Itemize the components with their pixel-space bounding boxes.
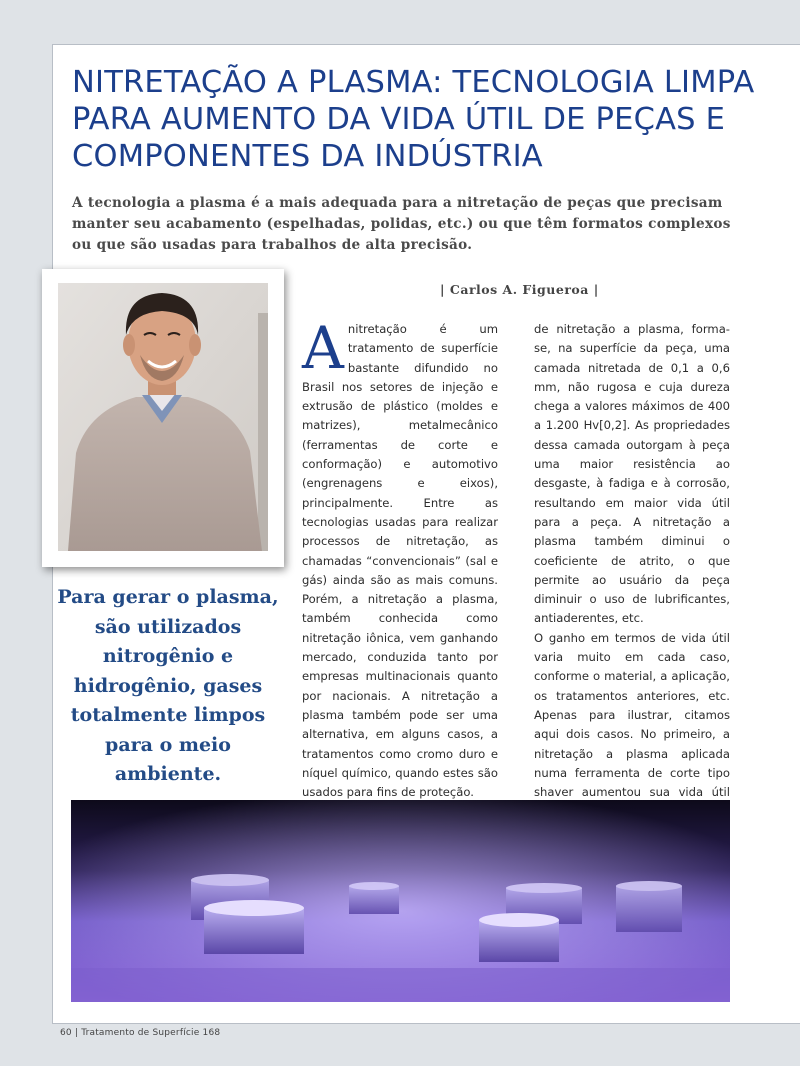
author-byline: | Carlos A. Figueroa |: [440, 282, 599, 297]
body-column-1: [302, 314, 498, 841]
body-paragraph: O ganho em termos de vida útil varia muito em cada caso, conforme o material, a aplicação, os tratamentos anteriores, etc. Apenas para ilustrar, citamos aqui dois casos. No primeiro, a nitretação a plasma aplicada numa ferramenta de corte tipo shaver aumentou sua vida útil: [534, 630, 730, 800]
pull-quote: Para gerar o plasma, são utilizados nitrogênio e hidrogênio, gases totalmente limpos para o meio ambiente.: [57, 586, 279, 785]
page-footer: 60 | Tratamento de Superfície 168: [60, 1028, 221, 1038]
article-lede: A tecnologia a plasma é a mais adequada para a nitretação de peças que precisam manter seu acabamento (espelhadas, polidas, etc.) ou que têm formatos complexos ou que são usadas para trabalhos de alta precisão.: [72, 195, 731, 253]
body-paragraph: nitretação é um tratamento de superfície bastante difundido no Brasil nos setores de injeção e extrusão de plástico (moldes e matrizes), metalmecânico (ferramentas de corte e conformação) e automotivo (engrenagens e eixos), principalmente. Entre as tecnologias usadas para realizar processos de nitretação, as chamadas “convencionais” (sal e gás) ainda são as mais comuns. Porém, a nitretação a plasma, também conhecida como nitretação iônica, vem ganhando mercado, conduzida tanto por empresas multinacionais quanto por nacionais. A nitretação a plasma também pode ser uma alternativa, em alguns casos, a tratamentos como cromo duro e níquel químico, quando estes são usados para fins de proteção.: [302, 322, 498, 800]
drop-cap: A: [302, 314, 344, 382]
body-column-2: [534, 320, 730, 841]
author-photo: [58, 283, 268, 551]
plasma-photo: [71, 800, 730, 1002]
author-photo-frame: [42, 269, 284, 567]
article-title: NITRETAÇÃO A PLASMA: TECNOLOGIA LIMPA PARA AUMENTO DA VIDA ÚTIL DE PEÇAS E COMPONENTES DA INDÚSTRIA: [72, 65, 755, 174]
body-paragraph: de nitretação a plasma, forma-se, na superfície da peça, uma camada nitretada de 0,1 a 0,6 mm, não rugosa e cuja dureza chega a valores máximos de 400 a 1.200 Hv[0,2]. As propriedades dessa camada outorgam à peça uma maior resistência ao desgaste, à fadiga e à corrosão, resultando em maior vida útil para a peça. A nitretação a plasma também diminui o coeficiente de atrito, o que permite ao usuário da peça diminuir o uso de lubrificantes, antiaderentes, etc.: [534, 322, 730, 626]
